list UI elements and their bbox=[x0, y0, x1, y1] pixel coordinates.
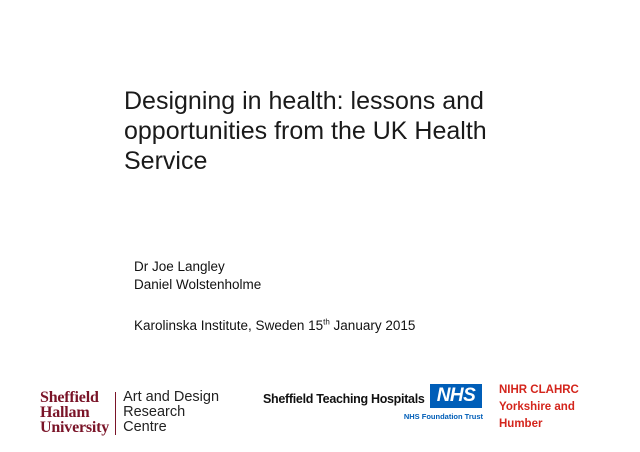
shu-unit-line: Art and Design bbox=[123, 389, 220, 405]
title-line: Designing in health: lessons and bbox=[124, 87, 484, 115]
clahrc-line: Humber bbox=[499, 418, 543, 430]
shu-name-line: University bbox=[40, 419, 110, 436]
title-line: opportunities from the UK Health bbox=[124, 117, 487, 145]
event-superscript: th bbox=[323, 317, 330, 327]
author-name: Daniel Wolstenholme bbox=[134, 277, 262, 292]
clahrc-logo bbox=[499, 382, 579, 433]
shu-name-line: Sheffield bbox=[40, 389, 99, 406]
authors bbox=[134, 258, 261, 294]
shu-divider bbox=[115, 392, 116, 435]
clahrc-line: NIHR CLAHRC bbox=[499, 384, 579, 396]
slide-title bbox=[124, 86, 544, 176]
event-suffix: January 2015 bbox=[329, 318, 416, 333]
shu-name bbox=[40, 390, 109, 435]
title-line: Service bbox=[124, 147, 208, 175]
shu-name-line: Hallam bbox=[40, 404, 90, 421]
event-prefix: Karolinska Institute, Sweden 15 bbox=[134, 318, 324, 333]
event-line bbox=[134, 317, 415, 335]
sth-name: Sheffield Teaching Hospitals bbox=[263, 392, 425, 406]
nhs-badge: NHS bbox=[430, 384, 482, 408]
author-name: Dr Joe Langley bbox=[134, 259, 225, 274]
shu-logo bbox=[40, 390, 219, 435]
shu-unit bbox=[123, 390, 219, 435]
shu-unit-line: Centre bbox=[123, 419, 167, 435]
clahrc-line: Yorkshire and bbox=[499, 401, 575, 413]
shu-unit-line: Research bbox=[123, 404, 186, 420]
sth-trust: NHS Foundation Trust bbox=[403, 412, 483, 421]
sth-logo bbox=[263, 384, 485, 424]
